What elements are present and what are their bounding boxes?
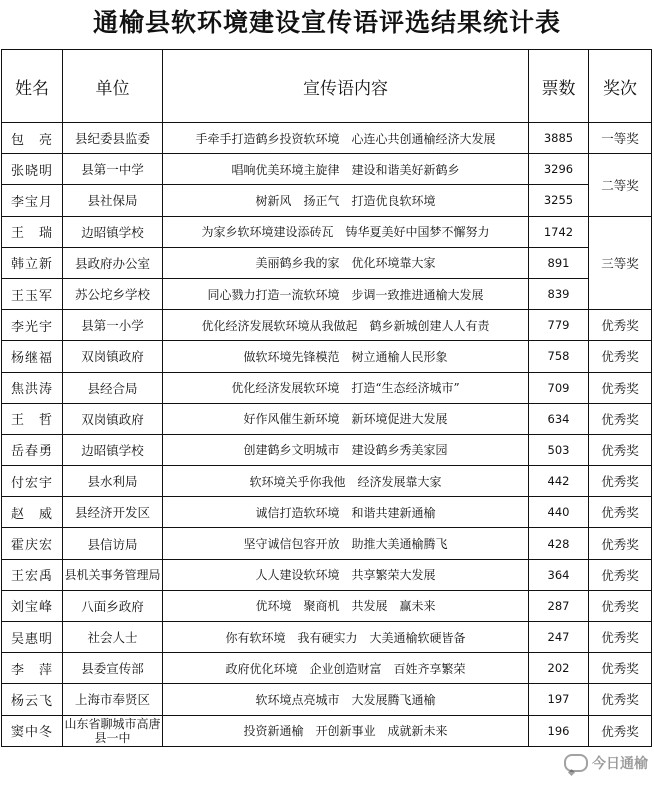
votes-cell: 3885 (529, 123, 589, 154)
slogan-cell: 手牵手打造鹤乡投资软环境 心连心共创通榆经济大发展 (163, 123, 529, 154)
unit-cell: 县经合局 (63, 372, 163, 403)
award-cell: 优秀奖 (589, 715, 652, 746)
votes-cell: 634 (529, 403, 589, 434)
name-cell: 包 亮 (2, 123, 63, 154)
table-row (2, 528, 652, 559)
slogan-cell: 唱响优美环境主旋律 建设和谐美好新鹤乡 (163, 154, 529, 185)
table-row (2, 559, 652, 590)
votes-cell: 197 (529, 684, 589, 715)
header-unit: 单位 (63, 50, 163, 123)
slogan-cell: 做软环境先锋模范 树立通榆人民形象 (163, 341, 529, 372)
award-cell: 一等奖 (589, 123, 652, 154)
header-award: 奖次 (589, 50, 652, 123)
unit-cell: 上海市奉贤区 (63, 684, 163, 715)
votes-cell: 247 (529, 622, 589, 653)
award-cell: 优秀奖 (589, 310, 652, 341)
unit-cell: 山东省聊城市高唐县一中 (64, 716, 161, 745)
chat-bubble-icon (564, 754, 588, 772)
name-cell: 韩立新 (2, 247, 63, 278)
name-cell: 窦中冬 (2, 715, 63, 746)
votes-cell: 3296 (529, 154, 589, 185)
slogan-cell: 为家乡软环境建设添砖瓦 铸华夏美好中国梦不懈努力 (163, 216, 529, 247)
name-cell: 王宏禹 (2, 559, 63, 590)
unit-cell: 县经济开发区 (63, 497, 163, 528)
table-row (2, 715, 652, 746)
unit-cell: 边昭镇学校 (63, 434, 163, 465)
award-cell: 优秀奖 (589, 622, 652, 653)
unit-cell: 社会人士 (63, 622, 163, 653)
unit-cell: 八面乡政府 (63, 590, 163, 621)
slogan-cell: 你有软环境 我有硬实力 大美通榆软硬皆备 (163, 622, 529, 653)
votes-cell: 440 (529, 497, 589, 528)
table-row (2, 341, 652, 372)
table-row (2, 247, 652, 278)
votes-cell: 891 (529, 247, 589, 278)
votes-cell: 779 (529, 310, 589, 341)
unit-cell: 苏公坨乡学校 (63, 278, 163, 309)
votes-cell: 1742 (529, 216, 589, 247)
slogan-cell: 创建鹤乡文明城市 建设鹤乡秀美家园 (163, 434, 529, 465)
name-cell: 焦洪涛 (2, 372, 63, 403)
name-cell: 岳春勇 (2, 434, 63, 465)
votes-cell: 428 (529, 528, 589, 559)
award-cell: 优秀奖 (589, 528, 652, 559)
unit-cell: 县第一小学 (63, 310, 163, 341)
table-row (2, 278, 652, 309)
slogan-cell: 优化经济发展软环境 打造“生态经济城市” (163, 372, 529, 403)
slogan-cell: 软环境点亮城市 大发展腾飞通榆 (163, 684, 529, 715)
page-title: 通榆县软环境建设宣传语评选结果统计表 (92, 8, 561, 37)
award-cell: 优秀奖 (589, 372, 652, 403)
slogan-cell: 软环境关乎你我他 经济发展靠大家 (163, 466, 529, 497)
table-row (2, 185, 652, 216)
unit-cell: 县第一中学 (63, 154, 163, 185)
name-cell: 吴惠明 (2, 622, 63, 653)
unit-cell: 双岗镇政府 (63, 341, 163, 372)
name-cell: 杨继福 (2, 341, 63, 372)
slogan-cell: 坚守诚信包容开放 助推大美通榆腾飞 (163, 528, 529, 559)
slogan-cell: 政府优化环境 企业创造财富 百姓齐享繁荣 (163, 653, 529, 684)
votes-cell: 202 (529, 653, 589, 684)
name-cell: 霍庆宏 (2, 528, 63, 559)
slogan-cell: 同心戮力打造一流软环境 步调一致推进通榆大发展 (163, 278, 529, 309)
slogan-cell: 诚信打造软环境 和谐共建新通榆 (163, 497, 529, 528)
table-row (2, 216, 652, 247)
votes-cell: 503 (529, 434, 589, 465)
table-row (2, 434, 652, 465)
table-row (2, 310, 652, 341)
award-cell: 优秀奖 (589, 434, 652, 465)
table-row (2, 123, 652, 154)
award-cell: 优秀奖 (589, 590, 652, 621)
award-cell: 优秀奖 (589, 559, 652, 590)
unit-cell: 双岗镇政府 (63, 403, 163, 434)
unit-cell: 县水利局 (63, 466, 163, 497)
award-cell: 二等奖 (589, 154, 652, 216)
table-row (2, 653, 652, 684)
award-cell: 优秀奖 (589, 466, 652, 497)
unit-cell: 县纪委县监委 (63, 123, 163, 154)
watermark-text: 今日通榆 (592, 756, 648, 772)
award-cell: 优秀奖 (589, 497, 652, 528)
votes-cell: 196 (529, 715, 589, 746)
votes-cell: 442 (529, 466, 589, 497)
slogan-cell: 投资新通榆 开创新事业 成就新未来 (163, 715, 529, 746)
award-cell: 三等奖 (589, 216, 652, 310)
award-cell: 优秀奖 (589, 653, 652, 684)
unit-cell: 边昭镇学校 (63, 216, 163, 247)
name-cell: 付宏宇 (2, 466, 63, 497)
table-row (2, 403, 652, 434)
header-name: 姓名 (2, 50, 63, 123)
table-row (2, 497, 652, 528)
name-cell: 刘宝峰 (2, 590, 63, 621)
award-cell: 优秀奖 (589, 403, 652, 434)
table-row (2, 622, 652, 653)
slogan-cell: 人人建设软环境 共享繁荣大发展 (163, 559, 529, 590)
slogan-cell: 优环境 聚商机 共发展 赢未来 (163, 590, 529, 621)
award-cell: 优秀奖 (589, 341, 652, 372)
votes-cell: 839 (529, 278, 589, 309)
name-cell: 杨云飞 (2, 684, 63, 715)
unit-cell: 县社保局 (63, 185, 163, 216)
table-row (2, 466, 652, 497)
table-row (2, 684, 652, 715)
name-cell: 王 哲 (2, 403, 63, 434)
votes-cell: 709 (529, 372, 589, 403)
votes-cell: 287 (529, 590, 589, 621)
slogan-cell: 优化经济发展软环境从我做起 鹤乡新城创建人人有责 (163, 310, 529, 341)
slogan-cell: 好作风催生新环境 新环境促进大发展 (163, 403, 529, 434)
watermark (564, 753, 648, 773)
votes-cell: 3255 (529, 185, 589, 216)
table-row (2, 590, 652, 621)
votes-cell: 364 (529, 559, 589, 590)
results-table (1, 49, 652, 747)
name-cell: 李光宇 (2, 310, 63, 341)
table-header-row (2, 50, 652, 123)
table-row (2, 154, 652, 185)
unit-cell: 县委宣传部 (63, 653, 163, 684)
header-votes: 票数 (529, 50, 589, 123)
name-cell: 赵 威 (2, 497, 63, 528)
name-cell: 张晓明 (2, 154, 63, 185)
unit-cell: 县机关事务管理局 (63, 559, 163, 590)
table-body (2, 123, 652, 747)
slogan-cell: 美丽鹤乡我的家 优化环境靠大家 (163, 247, 529, 278)
table-row (2, 372, 652, 403)
unit-cell: 县信访局 (63, 528, 163, 559)
votes-cell: 758 (529, 341, 589, 372)
slogan-cell: 树新风 扬正气 打造优良软环境 (163, 185, 529, 216)
name-cell: 李 萍 (2, 653, 63, 684)
unit-cell: 县政府办公室 (63, 247, 163, 278)
award-cell: 优秀奖 (589, 684, 652, 715)
name-cell: 李宝月 (2, 185, 63, 216)
header-slogan: 宣传语内容 (163, 50, 529, 123)
name-cell: 王 瑞 (2, 216, 63, 247)
name-cell: 王玉军 (2, 278, 63, 309)
